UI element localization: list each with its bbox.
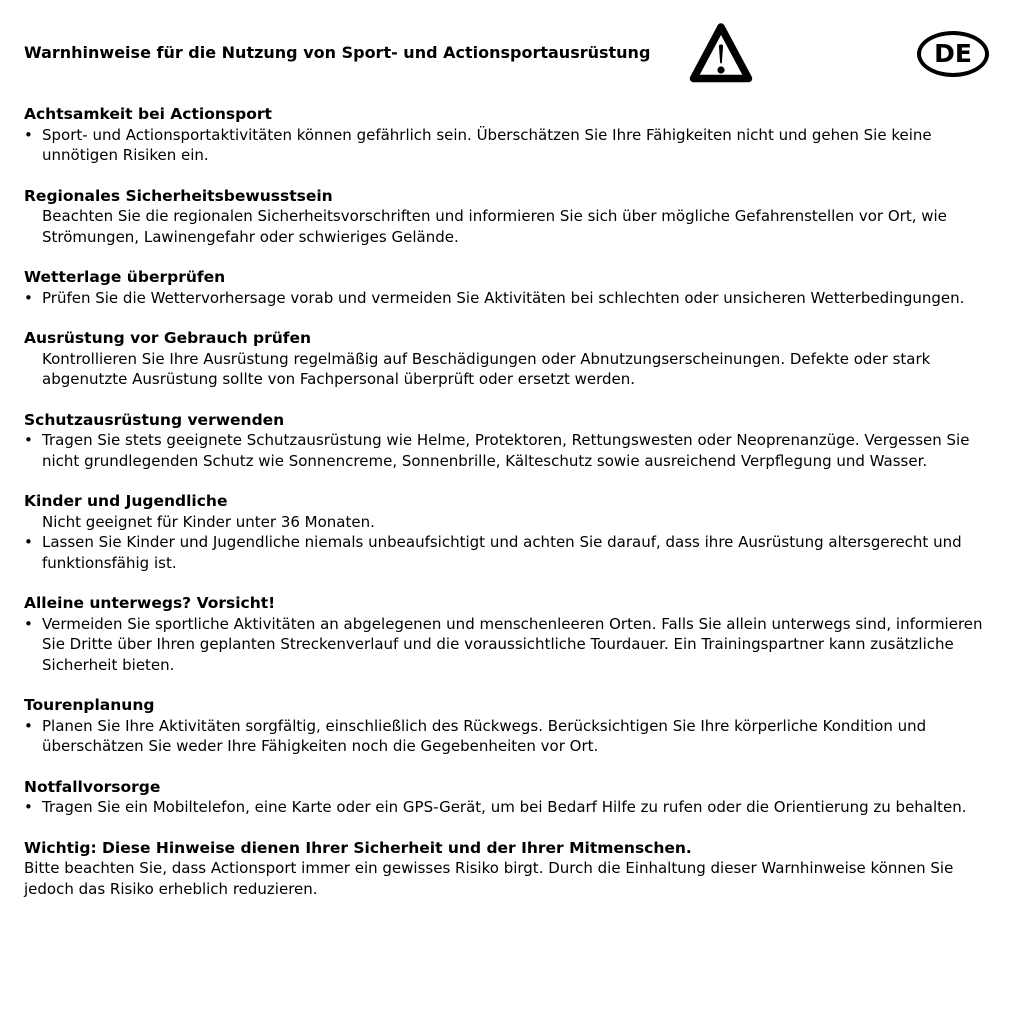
warning-section xyxy=(24,777,1004,818)
bullet-marker: • xyxy=(24,125,33,144)
bullet-marker: • xyxy=(24,533,33,551)
warning-section xyxy=(24,593,1004,675)
document-header xyxy=(0,0,1030,104)
bullet-item xyxy=(24,716,1004,757)
warning-sections xyxy=(0,104,1030,899)
sections-container xyxy=(24,104,1004,818)
item-text: Nicht geeignet für Kinder unter 36 Monaten. xyxy=(42,512,375,531)
warning-section xyxy=(24,410,1004,472)
bullet-item xyxy=(24,532,1004,573)
language-badge xyxy=(917,31,989,77)
item-text: Kontrollieren Sie Ihre Ausrüstung regelmäßig auf Beschädigungen oder Abnutzungserscheinungen. Defekte oder stark abgenutzte Ausrüstung sollte von Fachpersonal überprüft oder ersetzt werden. xyxy=(42,349,931,388)
item-text: Beachten Sie die regionalen Sicherheitsvorschriften und informieren Sie sich über mögliche Gefahrenstellen vor Ort, wie Strömungen, Lawinengefahr oder schwieriges Gelände. xyxy=(42,207,947,246)
bullet-marker: • xyxy=(24,798,33,816)
section-heading: Wetterlage überprüfen xyxy=(24,268,226,286)
warning-section xyxy=(24,491,1004,573)
item-text: Sport- und Actionsportaktivitäten können gefährlich sein. Überschätzen Sie Ihre Fähigkeiten nicht und gehen Sie keine unnötigen Risiken ein. xyxy=(42,125,932,164)
item-text: Planen Sie Ihre Aktivitäten sorgfältig, einschließlich des Rückwegs. Berücksichtigen Sie Ihre körperliche Kondition und überschätzen Sie weder Ihre Fähigkeiten noch die Gegebenheiten vor Ort. xyxy=(42,716,927,755)
indented-item xyxy=(24,512,1004,533)
section-heading: Ausrüstung vor Gebrauch prüfen xyxy=(24,329,312,347)
page-title: Warnhinweise für die Nutzung von Sport- und Actionsportausrüstung xyxy=(24,43,651,62)
document-footer xyxy=(24,838,1004,900)
section-heading: Regionales Sicherheitsbewusstsein xyxy=(24,186,333,205)
bullet-item xyxy=(24,614,1004,676)
bullet-item xyxy=(24,125,1004,166)
footer-heading: Wichtig: Diese Hinweise dienen Ihrer Sicherheit und der Ihrer Mitmenschen. xyxy=(24,838,692,857)
warning-triangle-icon xyxy=(688,20,754,88)
bullet-item xyxy=(24,288,1004,309)
item-text: Lassen Sie Kinder und Jugendliche niemals unbeaufsichtigt und achten Sie darauf, dass ihre Ausrüstung altersgerecht und funktionsfähig ist. xyxy=(42,533,962,572)
item-text: Prüfen Sie die Wettervorhersage vorab und vermeiden Sie Aktivitäten bei schlechten oder unsicheren Wetterbedingungen. xyxy=(42,288,965,307)
warning-section xyxy=(24,695,1004,757)
section-heading: Schutzausrüstung verwenden xyxy=(24,410,285,429)
bullet-item xyxy=(24,430,1004,471)
warning-section xyxy=(24,104,1004,166)
item-text: Tragen Sie ein Mobiltelefon, eine Karte oder ein GPS-Gerät, um bei Bedarf Hilfe zu rufen oder die Orientierung zu behalten. xyxy=(42,798,967,816)
bullet-marker: • xyxy=(24,716,33,735)
warning-section xyxy=(24,267,1004,308)
bullet-marker: • xyxy=(24,288,33,307)
bullet-marker: • xyxy=(24,431,33,449)
bullet-marker: • xyxy=(24,614,33,633)
section-heading: Tourenplanung xyxy=(24,696,155,714)
section-heading: Achtsamkeit bei Actionsport xyxy=(24,105,272,123)
bullet-item xyxy=(24,797,1004,818)
footer-text: Bitte beachten Sie, dass Actionsport immer ein gewisses Risiko birgt. Durch die Einhaltung dieser Warnhinweise können Sie jedoch das Risiko erheblich reduzieren. xyxy=(24,859,954,898)
section-heading: Notfallvorsorge xyxy=(24,777,161,796)
language-badge-label: DE xyxy=(934,39,972,68)
item-text: Tragen Sie stets geeignete Schutzausrüstung wie Helme, Protektoren, Rettungswesten oder Neoprenanzüge. Vergessen Sie nicht grundlegenden Schutz wie Sonnencreme, Sonnenbrille, Kälteschutz sowie ausreichend Verpflegung und Wasser. xyxy=(42,431,970,470)
section-heading: Alleine unterwegs? Vorsicht! xyxy=(24,594,276,612)
warning-section xyxy=(24,328,1004,390)
warning-section xyxy=(24,186,1004,248)
indented-item xyxy=(24,349,1004,390)
section-heading: Kinder und Jugendliche xyxy=(24,492,228,510)
item-text: Vermeiden Sie sportliche Aktivitäten an abgelegenen und menschenleeren Orten. Falls Sie allein unterwegs sind, informieren Sie Dritte über Ihren geplanten Streckenverlauf und die voraussichtliche Tourdauer. Ein Trainingspartner kann zusätzliche Sicherheit bieten. xyxy=(42,614,983,674)
indented-item xyxy=(24,206,1004,247)
